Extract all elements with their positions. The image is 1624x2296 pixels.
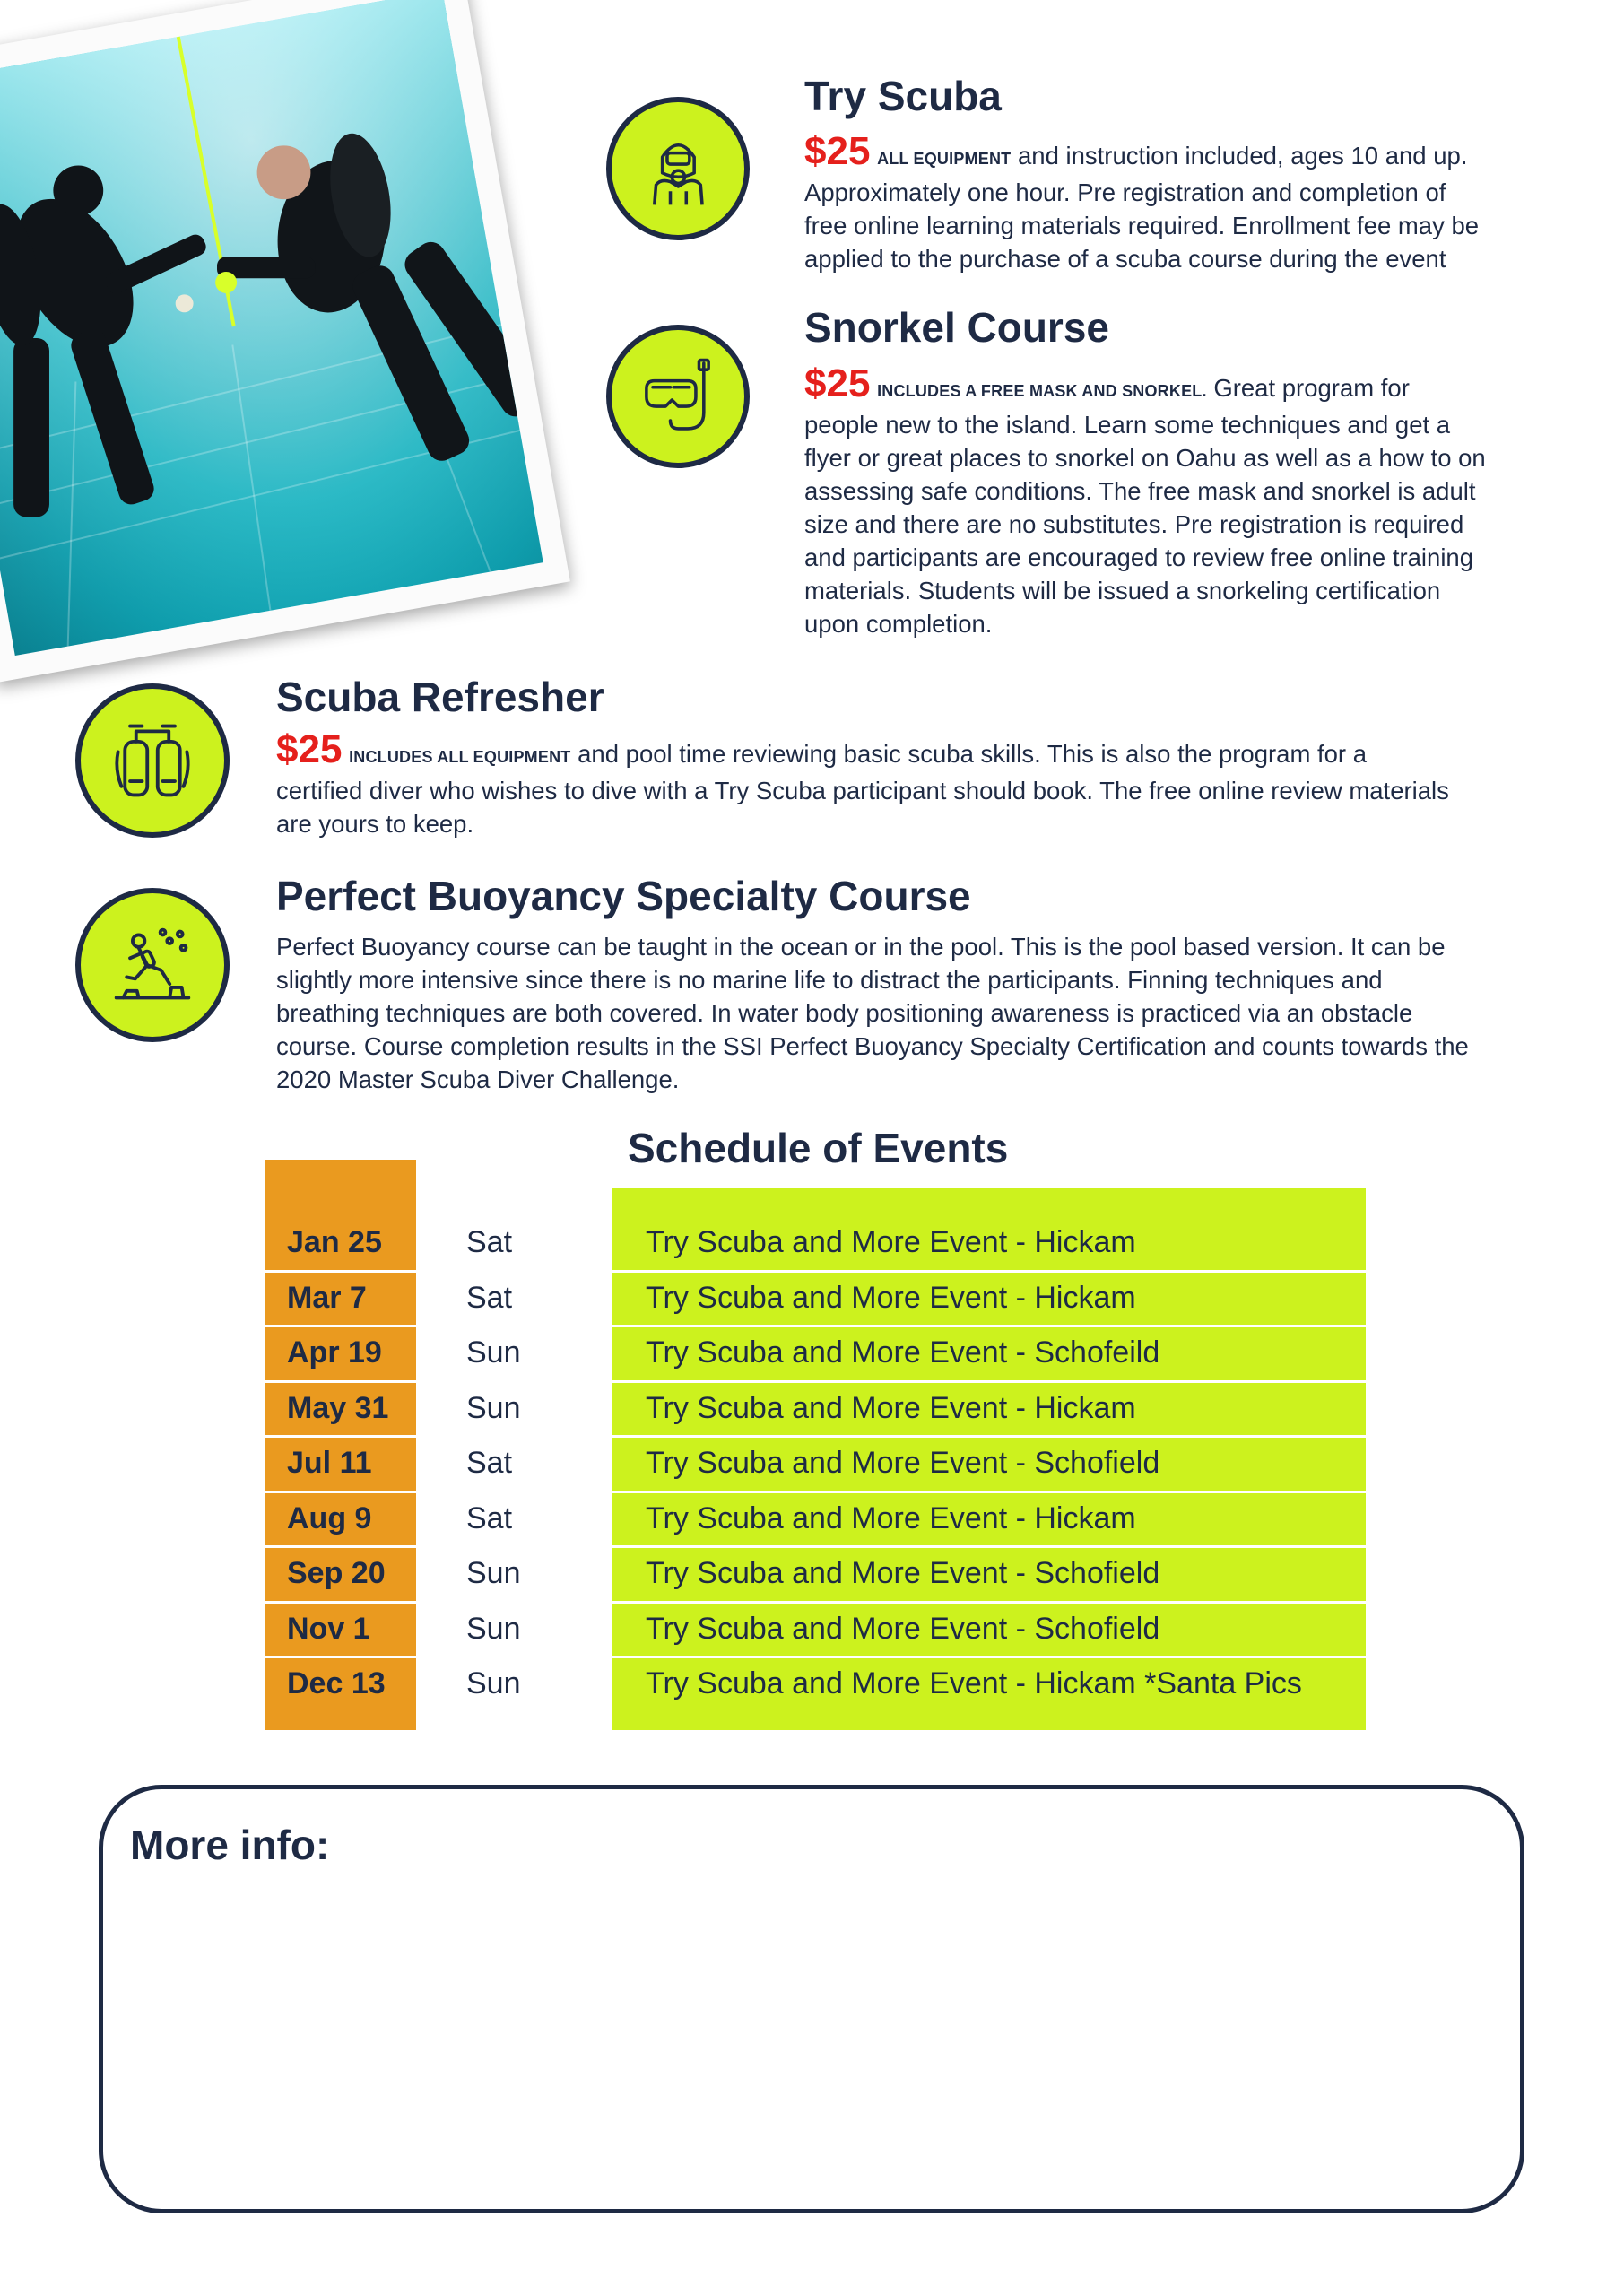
snorkel-mask-icon bbox=[638, 357, 718, 437]
refresher-tag: INCLUDES ALL EQUIPMENT bbox=[349, 748, 571, 766]
diver-swimming-icon bbox=[109, 922, 195, 1008]
refresher-price: $25 bbox=[276, 727, 343, 771]
buoyancy-icon-badge bbox=[75, 888, 230, 1042]
schedule-row bbox=[265, 1492, 1366, 1547]
snorkel-tag: INCLUDES A FREE MASK AND SNORKEL. bbox=[877, 382, 1207, 400]
snorkel-line: people new to the island. Learn some techniques and get a bbox=[804, 411, 1451, 439]
schedule-row bbox=[265, 1216, 1366, 1271]
buoyancy-line: slightly more intensive since there is no marine life to distract the participants. Finning techniques and bbox=[276, 966, 1383, 994]
schedule-event: Try Scuba and More Event - Hickam bbox=[646, 1225, 1136, 1259]
schedule-row bbox=[265, 1272, 1366, 1326]
try-scuba-tag: ALL EQUIPMENT bbox=[877, 150, 1012, 168]
schedule-row bbox=[265, 1437, 1366, 1492]
try-scuba-line: free online learning materials required. Enrollment fee may be bbox=[804, 212, 1480, 239]
schedule-day: Sat bbox=[466, 1225, 513, 1259]
try-scuba-price: $25 bbox=[804, 129, 871, 173]
schedule-event: Try Scuba and More Event - Schofield bbox=[646, 1611, 1160, 1646]
schedule-event: Try Scuba and More Event - Schofield bbox=[646, 1556, 1160, 1590]
refresher-description bbox=[276, 727, 1550, 840]
snorkel-line: upon completion. bbox=[804, 610, 993, 638]
schedule-event: Try Scuba and More Event - Schofield bbox=[646, 1446, 1160, 1480]
snorkel-icon-badge bbox=[606, 325, 750, 468]
buoyancy-line: breathing techniques are both covered. In water body positioning awareness is practiced via an obstacle bbox=[276, 999, 1413, 1027]
scuba-tanks-icon bbox=[109, 718, 195, 804]
schedule-row bbox=[265, 1382, 1366, 1437]
try-scuba-line: Approximately one hour. Pre registration and completion of bbox=[804, 178, 1446, 206]
schedule-event: Try Scuba and More Event - Schofeild bbox=[646, 1335, 1160, 1370]
try-scuba-line: applied to the purchase of a scuba course during the event bbox=[804, 245, 1446, 273]
schedule-event: Try Scuba and More Event - Hickam bbox=[646, 1500, 1136, 1535]
snorkel-price: $25 bbox=[804, 361, 871, 405]
snorkel-line: assessing safe conditions. The free mask and snorkel is adult bbox=[804, 477, 1476, 505]
buoyancy-description bbox=[276, 930, 1576, 1096]
schedule-day: Sun bbox=[466, 1556, 521, 1590]
schedule-date: Aug 9 bbox=[287, 1500, 372, 1535]
schedule-day: Sun bbox=[466, 1611, 521, 1646]
schedule-day: Sun bbox=[466, 1666, 521, 1700]
schedule-date: Mar 7 bbox=[287, 1280, 367, 1315]
schedule-row bbox=[265, 1326, 1366, 1381]
refresher-line: and pool time reviewing basic scuba skills. This is also the program for a bbox=[578, 740, 1368, 768]
schedule-date: Apr 19 bbox=[287, 1335, 382, 1370]
schedule-row bbox=[265, 1547, 1366, 1602]
schedule-day: Sat bbox=[466, 1280, 513, 1315]
schedule-event: Try Scuba and More Event - Hickam *Santa Pics bbox=[646, 1666, 1302, 1700]
refresher-line: certified diver who wishes to dive with a Try Scuba participant should book. The free online review materials bbox=[276, 777, 1449, 804]
snorkel-description bbox=[804, 361, 1558, 640]
buoyancy-line: 2020 Master Scuba Diver Challenge. bbox=[276, 1065, 680, 1093]
refresher-icon-badge bbox=[75, 683, 230, 838]
buoyancy-line: course. Course completion results in the SSI Perfect Buoyancy Specialty Certification and counts towards the bbox=[276, 1032, 1469, 1060]
schedule-row bbox=[265, 1657, 1366, 1712]
schedule-date: Sep 20 bbox=[287, 1556, 386, 1590]
snorkel-line: and participants are encouraged to review free online training bbox=[804, 544, 1474, 571]
snorkel-line: size and there are no substitutes. Pre registration is required bbox=[804, 510, 1464, 538]
more-info-title: More info: bbox=[130, 1822, 330, 1868]
schedule-day: Sat bbox=[466, 1446, 513, 1480]
snorkel-title: Snorkel Course bbox=[804, 304, 1109, 351]
schedule-date: Nov 1 bbox=[287, 1611, 370, 1646]
try-scuba-icon-badge bbox=[606, 97, 750, 240]
schedule-event: Try Scuba and More Event - Hickam bbox=[646, 1280, 1136, 1315]
schedule-day: Sat bbox=[466, 1500, 513, 1535]
snorkel-line: materials. Students will be issued a snorkeling certification bbox=[804, 577, 1441, 604]
pool-photo bbox=[0, 0, 570, 683]
schedule-event: Try Scuba and More Event - Hickam bbox=[646, 1390, 1136, 1425]
diver-mask-icon bbox=[638, 129, 718, 209]
schedule-title: Schedule of Events bbox=[628, 1125, 1009, 1171]
snorkel-line: flyer or great places to snorkel on Oahu as well as a how to on bbox=[804, 444, 1486, 472]
schedule-day: Sun bbox=[466, 1390, 521, 1425]
schedule-date: Dec 13 bbox=[287, 1666, 386, 1700]
buoyancy-line: Perfect Buoyancy course can be taught in the ocean or in the pool. This is the pool based version. It can be bbox=[276, 933, 1446, 961]
schedule-date: Jul 11 bbox=[287, 1446, 372, 1480]
schedule-day: Sun bbox=[466, 1335, 521, 1370]
refresher-line: are yours to keep. bbox=[276, 810, 474, 838]
refresher-title: Scuba Refresher bbox=[276, 674, 604, 720]
try-scuba-line: and instruction included, ages 10 and up. bbox=[1017, 142, 1468, 170]
try-scuba-description bbox=[804, 129, 1558, 275]
schedule-date: May 31 bbox=[287, 1390, 389, 1425]
snorkel-line: Great program for bbox=[1213, 374, 1410, 402]
try-scuba-title: Try Scuba bbox=[804, 73, 1002, 119]
schedule-date: Jan 25 bbox=[287, 1225, 382, 1259]
buoyancy-title: Perfect Buoyancy Specialty Course bbox=[276, 873, 971, 919]
schedule-row bbox=[265, 1603, 1366, 1657]
